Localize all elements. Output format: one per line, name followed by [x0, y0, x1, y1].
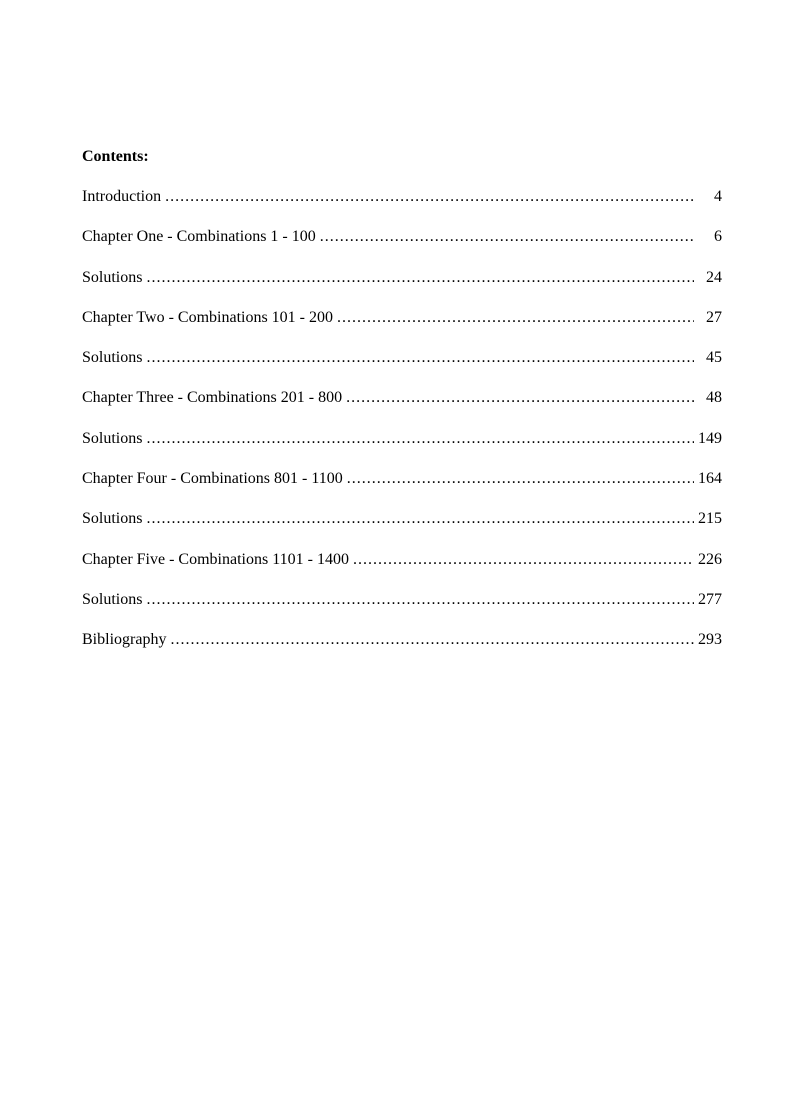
dot-leader	[337, 307, 694, 329]
toc-entry-title: Solutions	[82, 590, 143, 608]
dot-leader	[346, 387, 694, 409]
toc-entry-page: 45	[706, 349, 722, 367]
toc-entry-title: Solutions	[82, 429, 143, 447]
toc-entry-page: 215	[698, 510, 722, 528]
toc-entry-page: 164	[698, 470, 722, 488]
table-of-contents	[82, 186, 722, 670]
toc-entry-chapter-one	[82, 226, 722, 266]
dot-leader	[165, 186, 694, 208]
toc-entry-title: Solutions	[82, 349, 143, 367]
toc-entry-title: Chapter Three - Combinations 201 - 800	[82, 389, 343, 407]
dot-leader	[347, 468, 694, 490]
toc-entry-title: Chapter Four - Combinations 801 - 1100	[82, 470, 343, 488]
toc-entry-page: 4	[714, 188, 722, 205]
toc-entry-page: 6	[714, 228, 722, 246]
toc-entry-title: Solutions	[82, 268, 143, 286]
toc-entry-solutions-five	[82, 589, 722, 629]
dot-leader	[146, 589, 694, 611]
toc-entry-title: Solutions	[82, 510, 143, 528]
toc-entry-chapter-five	[82, 549, 722, 589]
toc-entry-solutions-one	[82, 267, 722, 307]
toc-entry-title: Chapter One - Combinations 1 - 100	[82, 228, 316, 246]
toc-entry-chapter-four	[82, 468, 722, 508]
contents-heading: Contents:	[82, 148, 149, 165]
toc-entry-introduction	[82, 186, 722, 226]
toc-entry-solutions-two	[82, 347, 722, 387]
toc-entry-chapter-three	[82, 387, 722, 427]
dot-leader	[320, 226, 694, 248]
dot-leader	[170, 629, 694, 651]
dot-leader	[353, 549, 694, 571]
toc-entry-solutions-four	[82, 508, 722, 548]
toc-entry-page: 293	[698, 631, 722, 649]
toc-entry-page: 48	[706, 389, 722, 407]
dot-leader	[146, 347, 694, 369]
dot-leader	[146, 428, 694, 450]
toc-entry-chapter-two	[82, 307, 722, 347]
toc-entry-page: 149	[698, 429, 722, 447]
toc-entry-title: Introduction	[82, 188, 162, 205]
toc-entry-title: Bibliography	[82, 631, 167, 649]
toc-entry-solutions-three	[82, 428, 722, 468]
toc-entry-page: 24	[706, 268, 722, 286]
toc-entry-page: 226	[698, 550, 722, 568]
dot-leader	[146, 508, 694, 530]
toc-entry-title: Chapter Five - Combinations 1101 - 1400	[82, 550, 349, 568]
toc-entry-title: Chapter Two - Combinations 101 - 200	[82, 308, 334, 326]
toc-entry-page: 27	[706, 308, 722, 326]
toc-entry-bibliography	[82, 629, 722, 669]
dot-leader	[146, 267, 694, 289]
toc-entry-page: 277	[698, 590, 722, 608]
